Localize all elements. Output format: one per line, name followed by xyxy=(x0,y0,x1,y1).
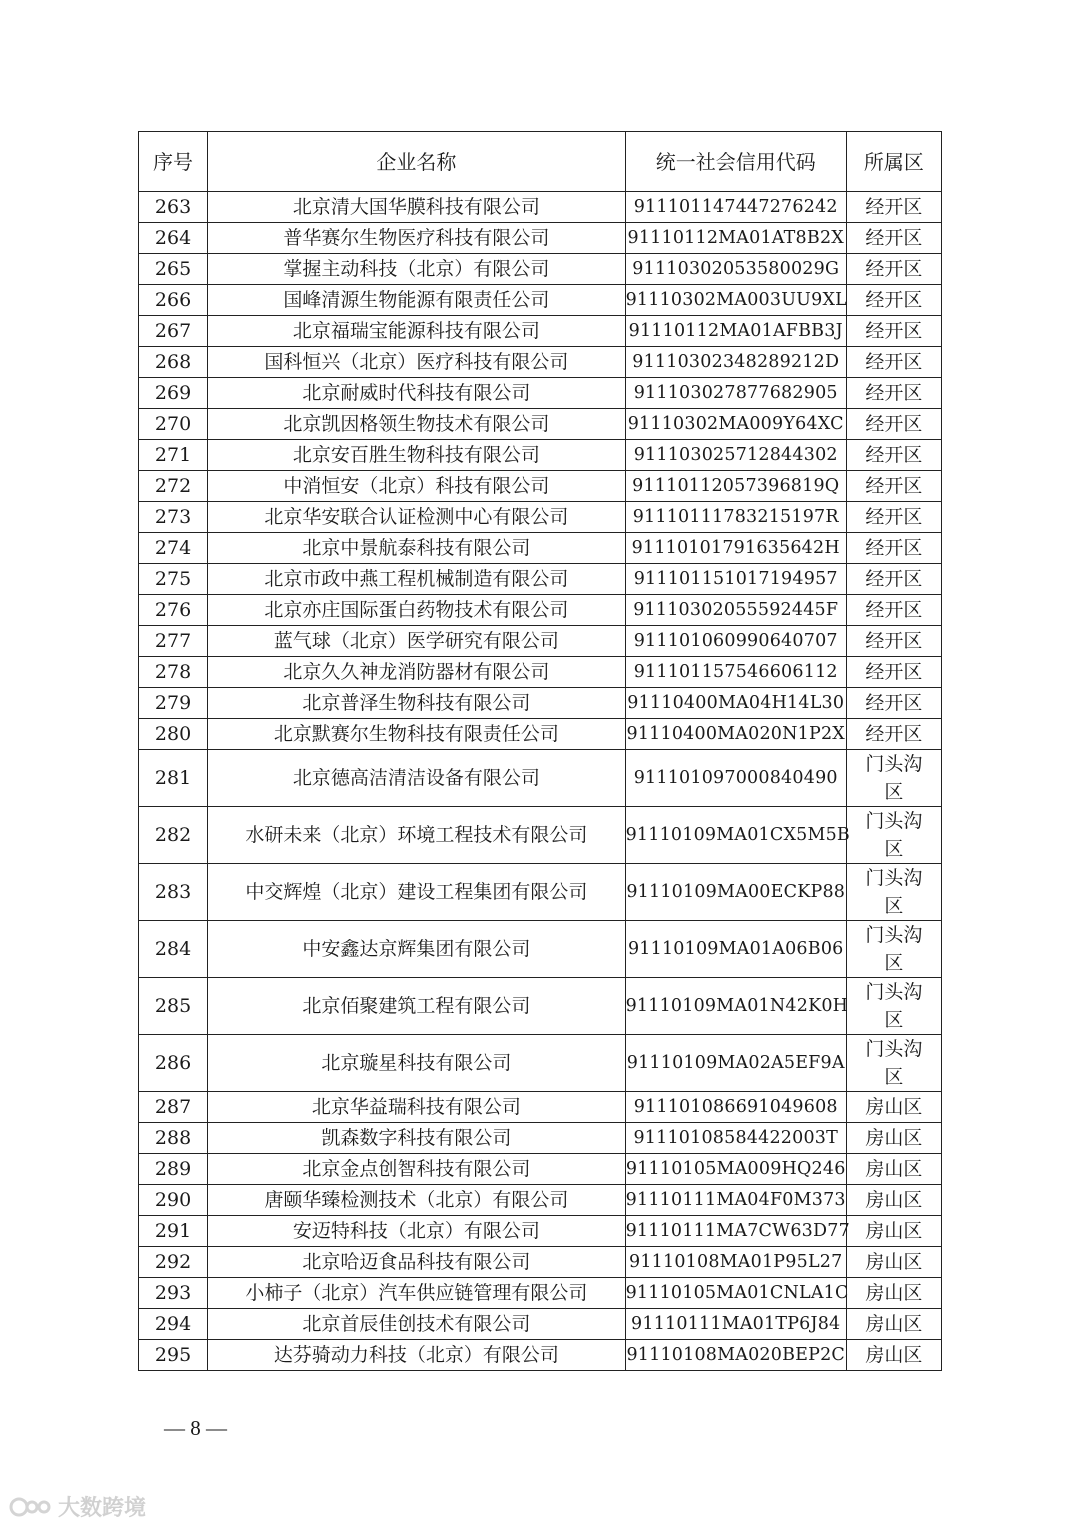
table-row xyxy=(139,192,942,223)
cell-credit-code: 91110400MA020N1P2X xyxy=(625,719,846,750)
cell-seq: 295 xyxy=(139,1340,208,1371)
cell-district: 经开区 xyxy=(846,657,941,688)
cell-district: 房山区 xyxy=(846,1278,941,1309)
cell-credit-code: 91110108584422003T xyxy=(625,1123,846,1154)
table-row xyxy=(139,533,942,564)
cell-district: 经开区 xyxy=(846,409,941,440)
cell-company-name: 北京德高洁清洁设备有限公司 xyxy=(208,750,626,807)
cell-seq: 284 xyxy=(139,921,208,978)
cell-seq: 270 xyxy=(139,409,208,440)
table-row xyxy=(139,1340,942,1371)
cell-seq: 292 xyxy=(139,1247,208,1278)
cell-credit-code: 91110302MA003UU9XL xyxy=(625,285,846,316)
table-row xyxy=(139,1309,942,1340)
cell-company-name: 北京福瑞宝能源科技有限公司 xyxy=(208,316,626,347)
cell-credit-code: 911101086691049608 xyxy=(625,1092,846,1123)
cell-seq: 289 xyxy=(139,1154,208,1185)
cell-credit-code: 91110108MA020BEP2C xyxy=(625,1340,846,1371)
cell-district: 经开区 xyxy=(846,533,941,564)
cell-company-name: 唐颐华臻检测技术（北京）有限公司 xyxy=(208,1185,626,1216)
table-body xyxy=(139,192,942,1371)
table-row xyxy=(139,626,942,657)
cell-seq: 271 xyxy=(139,440,208,471)
cell-credit-code: 911101060990640707 xyxy=(625,626,846,657)
cell-seq: 290 xyxy=(139,1185,208,1216)
cell-credit-code: 91110400MA04H14L30 xyxy=(625,688,846,719)
cell-district: 经开区 xyxy=(846,502,941,533)
cell-company-name: 中安鑫达京辉集团有限公司 xyxy=(208,921,626,978)
cell-seq: 276 xyxy=(139,595,208,626)
cell-credit-code: 91110302055592445F xyxy=(625,595,846,626)
cell-company-name: 北京默赛尔生物科技有限责任公司 xyxy=(208,719,626,750)
cell-company-name: 凯森数字科技有限公司 xyxy=(208,1123,626,1154)
cell-credit-code: 91110111MA04F0M373 xyxy=(625,1185,846,1216)
table-row xyxy=(139,223,942,254)
cell-company-name: 中交辉煌（北京）建设工程集团有限公司 xyxy=(208,864,626,921)
cell-seq: 287 xyxy=(139,1092,208,1123)
cell-district: 房山区 xyxy=(846,1092,941,1123)
cell-company-name: 普华赛尔生物医疗科技有限公司 xyxy=(208,223,626,254)
cell-company-name: 北京华安联合认证检测中心有限公司 xyxy=(208,502,626,533)
cell-credit-code: 911101097000840490 xyxy=(625,750,846,807)
cell-company-name: 安迈特科技（北京）有限公司 xyxy=(208,1216,626,1247)
cell-district: 门头沟 区 xyxy=(846,978,941,1035)
cell-company-name: 北京哈迈食品科技有限公司 xyxy=(208,1247,626,1278)
watermark-logo-icon xyxy=(8,1494,54,1520)
table-row xyxy=(139,285,942,316)
cell-district: 房山区 xyxy=(846,1309,941,1340)
cell-district: 门头沟 区 xyxy=(846,750,941,807)
cell-company-name: 蓝气球（北京）医学研究有限公司 xyxy=(208,626,626,657)
cell-company-name: 北京首辰佳创技术有限公司 xyxy=(208,1309,626,1340)
cell-seq: 273 xyxy=(139,502,208,533)
cell-seq: 277 xyxy=(139,626,208,657)
cell-company-name: 北京佰聚建筑工程有限公司 xyxy=(208,978,626,1035)
cell-company-name: 北京安百胜生物科技有限公司 xyxy=(208,440,626,471)
cell-district: 经开区 xyxy=(846,347,941,378)
cell-credit-code: 91110105MA009HQ246 xyxy=(625,1154,846,1185)
cell-seq: 275 xyxy=(139,564,208,595)
cell-credit-code: 91110108MA01P95L27 xyxy=(625,1247,846,1278)
watermark-text: 大数跨境 xyxy=(58,1496,147,1521)
cell-district: 房山区 xyxy=(846,1216,941,1247)
table-row xyxy=(139,1154,942,1185)
cell-district: 门头沟 区 xyxy=(846,921,941,978)
table-row xyxy=(139,409,942,440)
table-row xyxy=(139,750,942,807)
cell-seq: 285 xyxy=(139,978,208,1035)
table-row xyxy=(139,471,942,502)
cell-seq: 272 xyxy=(139,471,208,502)
table-row xyxy=(139,1216,942,1247)
table-row xyxy=(139,1247,942,1278)
table-row xyxy=(139,657,942,688)
cell-district: 房山区 xyxy=(846,1154,941,1185)
cell-credit-code: 91110112MA01AFBB3J xyxy=(625,316,846,347)
header-code: 统一社会信用代码 xyxy=(625,132,846,192)
table-row xyxy=(139,595,942,626)
cell-district: 房山区 xyxy=(846,1185,941,1216)
cell-district: 经开区 xyxy=(846,471,941,502)
table-row xyxy=(139,978,942,1035)
cell-credit-code: 91110111MA7CW63D77 xyxy=(625,1216,846,1247)
table-row xyxy=(139,502,942,533)
cell-credit-code: 911103027877682905 xyxy=(625,378,846,409)
cell-district: 经开区 xyxy=(846,285,941,316)
cell-credit-code: 911103025712844302 xyxy=(625,440,846,471)
page-number: — 8 — xyxy=(164,1416,227,1440)
watermark xyxy=(8,1491,146,1522)
cell-seq: 279 xyxy=(139,688,208,719)
cell-company-name: 北京凯因格领生物技术有限公司 xyxy=(208,409,626,440)
cell-company-name: 中消恒安（北京）科技有限公司 xyxy=(208,471,626,502)
cell-seq: 265 xyxy=(139,254,208,285)
cell-seq: 268 xyxy=(139,347,208,378)
cell-company-name: 北京金点创智科技有限公司 xyxy=(208,1154,626,1185)
cell-credit-code: 91110302053580029G xyxy=(625,254,846,285)
cell-credit-code: 91110112057396819Q xyxy=(625,471,846,502)
table-row xyxy=(139,254,942,285)
table-row xyxy=(139,347,942,378)
cell-company-name: 北京久久神龙消防器材有限公司 xyxy=(208,657,626,688)
header-seq: 序号 xyxy=(139,132,208,192)
table-row xyxy=(139,921,942,978)
cell-credit-code: 91110302MA009Y64XC xyxy=(625,409,846,440)
table-row xyxy=(139,1123,942,1154)
cell-company-name: 国峰清源生物能源有限责任公司 xyxy=(208,285,626,316)
cell-credit-code: 91110109MA01A06B06 xyxy=(625,921,846,978)
cell-district: 经开区 xyxy=(846,626,941,657)
cell-company-name: 北京清大国华膜科技有限公司 xyxy=(208,192,626,223)
cell-seq: 282 xyxy=(139,807,208,864)
cell-district: 门头沟 区 xyxy=(846,1035,941,1092)
cell-seq: 263 xyxy=(139,192,208,223)
header-name: 企业名称 xyxy=(208,132,626,192)
cell-district: 房山区 xyxy=(846,1340,941,1371)
cell-seq: 291 xyxy=(139,1216,208,1247)
table-row xyxy=(139,564,942,595)
cell-company-name: 北京璇星科技有限公司 xyxy=(208,1035,626,1092)
enterprise-table xyxy=(138,131,942,1371)
table-row xyxy=(139,1185,942,1216)
table-row xyxy=(139,1092,942,1123)
cell-company-name: 国科恒兴（北京）医疗科技有限公司 xyxy=(208,347,626,378)
cell-district: 门头沟 区 xyxy=(846,807,941,864)
cell-district: 房山区 xyxy=(846,1247,941,1278)
cell-seq: 293 xyxy=(139,1278,208,1309)
cell-credit-code: 91110111MA01TP6J84 xyxy=(625,1309,846,1340)
table-row xyxy=(139,378,942,409)
cell-seq: 294 xyxy=(139,1309,208,1340)
cell-credit-code: 91110111783215197R xyxy=(625,502,846,533)
cell-credit-code: 91110105MA01CNLA1C xyxy=(625,1278,846,1309)
cell-company-name: 北京普泽生物科技有限公司 xyxy=(208,688,626,719)
cell-company-name: 北京耐威时代科技有限公司 xyxy=(208,378,626,409)
table-row xyxy=(139,864,942,921)
cell-credit-code: 91110101791635642H xyxy=(625,533,846,564)
cell-district: 经开区 xyxy=(846,440,941,471)
cell-company-name: 北京中景航泰科技有限公司 xyxy=(208,533,626,564)
cell-seq: 278 xyxy=(139,657,208,688)
cell-district: 经开区 xyxy=(846,688,941,719)
cell-seq: 269 xyxy=(139,378,208,409)
table-row xyxy=(139,1278,942,1309)
cell-credit-code: 91110109MA01N42K0H xyxy=(625,978,846,1035)
cell-company-name: 北京华益瑞科技有限公司 xyxy=(208,1092,626,1123)
table-row xyxy=(139,719,942,750)
table-header-row xyxy=(139,132,942,192)
header-district: 所属区 xyxy=(846,132,941,192)
cell-seq: 274 xyxy=(139,533,208,564)
cell-company-name: 北京亦庄国际蛋白药物技术有限公司 xyxy=(208,595,626,626)
cell-credit-code: 91110109MA00ECKP88 xyxy=(625,864,846,921)
cell-company-name: 掌握主动科技（北京）有限公司 xyxy=(208,254,626,285)
cell-company-name: 北京市政中燕工程机械制造有限公司 xyxy=(208,564,626,595)
cell-district: 经开区 xyxy=(846,192,941,223)
cell-credit-code: 91110109MA01CX5M5B xyxy=(625,807,846,864)
table-row xyxy=(139,688,942,719)
cell-seq: 288 xyxy=(139,1123,208,1154)
cell-seq: 283 xyxy=(139,864,208,921)
cell-credit-code: 91110112MA01AT8B2X xyxy=(625,223,846,254)
cell-credit-code: 911101151017194957 xyxy=(625,564,846,595)
cell-seq: 280 xyxy=(139,719,208,750)
table-row xyxy=(139,440,942,471)
cell-credit-code: 911101147447276242 xyxy=(625,192,846,223)
cell-district: 经开区 xyxy=(846,316,941,347)
cell-credit-code: 91110302348289212D xyxy=(625,347,846,378)
cell-district: 经开区 xyxy=(846,254,941,285)
cell-credit-code: 91110109MA02A5EF9A xyxy=(625,1035,846,1092)
cell-district: 经开区 xyxy=(846,595,941,626)
cell-district: 经开区 xyxy=(846,378,941,409)
cell-seq: 266 xyxy=(139,285,208,316)
cell-district: 经开区 xyxy=(846,564,941,595)
cell-seq: 264 xyxy=(139,223,208,254)
cell-credit-code: 911101157546606112 xyxy=(625,657,846,688)
cell-seq: 286 xyxy=(139,1035,208,1092)
table-row xyxy=(139,1035,942,1092)
cell-district: 经开区 xyxy=(846,223,941,254)
cell-seq: 267 xyxy=(139,316,208,347)
cell-company-name: 小柿子（北京）汽车供应链管理有限公司 xyxy=(208,1278,626,1309)
cell-district: 经开区 xyxy=(846,719,941,750)
cell-district: 房山区 xyxy=(846,1123,941,1154)
cell-seq: 281 xyxy=(139,750,208,807)
table-row xyxy=(139,316,942,347)
cell-company-name: 达芬骑动力科技（北京）有限公司 xyxy=(208,1340,626,1371)
cell-district: 门头沟 区 xyxy=(846,864,941,921)
cell-company-name: 水研未来（北京）环境工程技术有限公司 xyxy=(208,807,626,864)
table-row xyxy=(139,807,942,864)
